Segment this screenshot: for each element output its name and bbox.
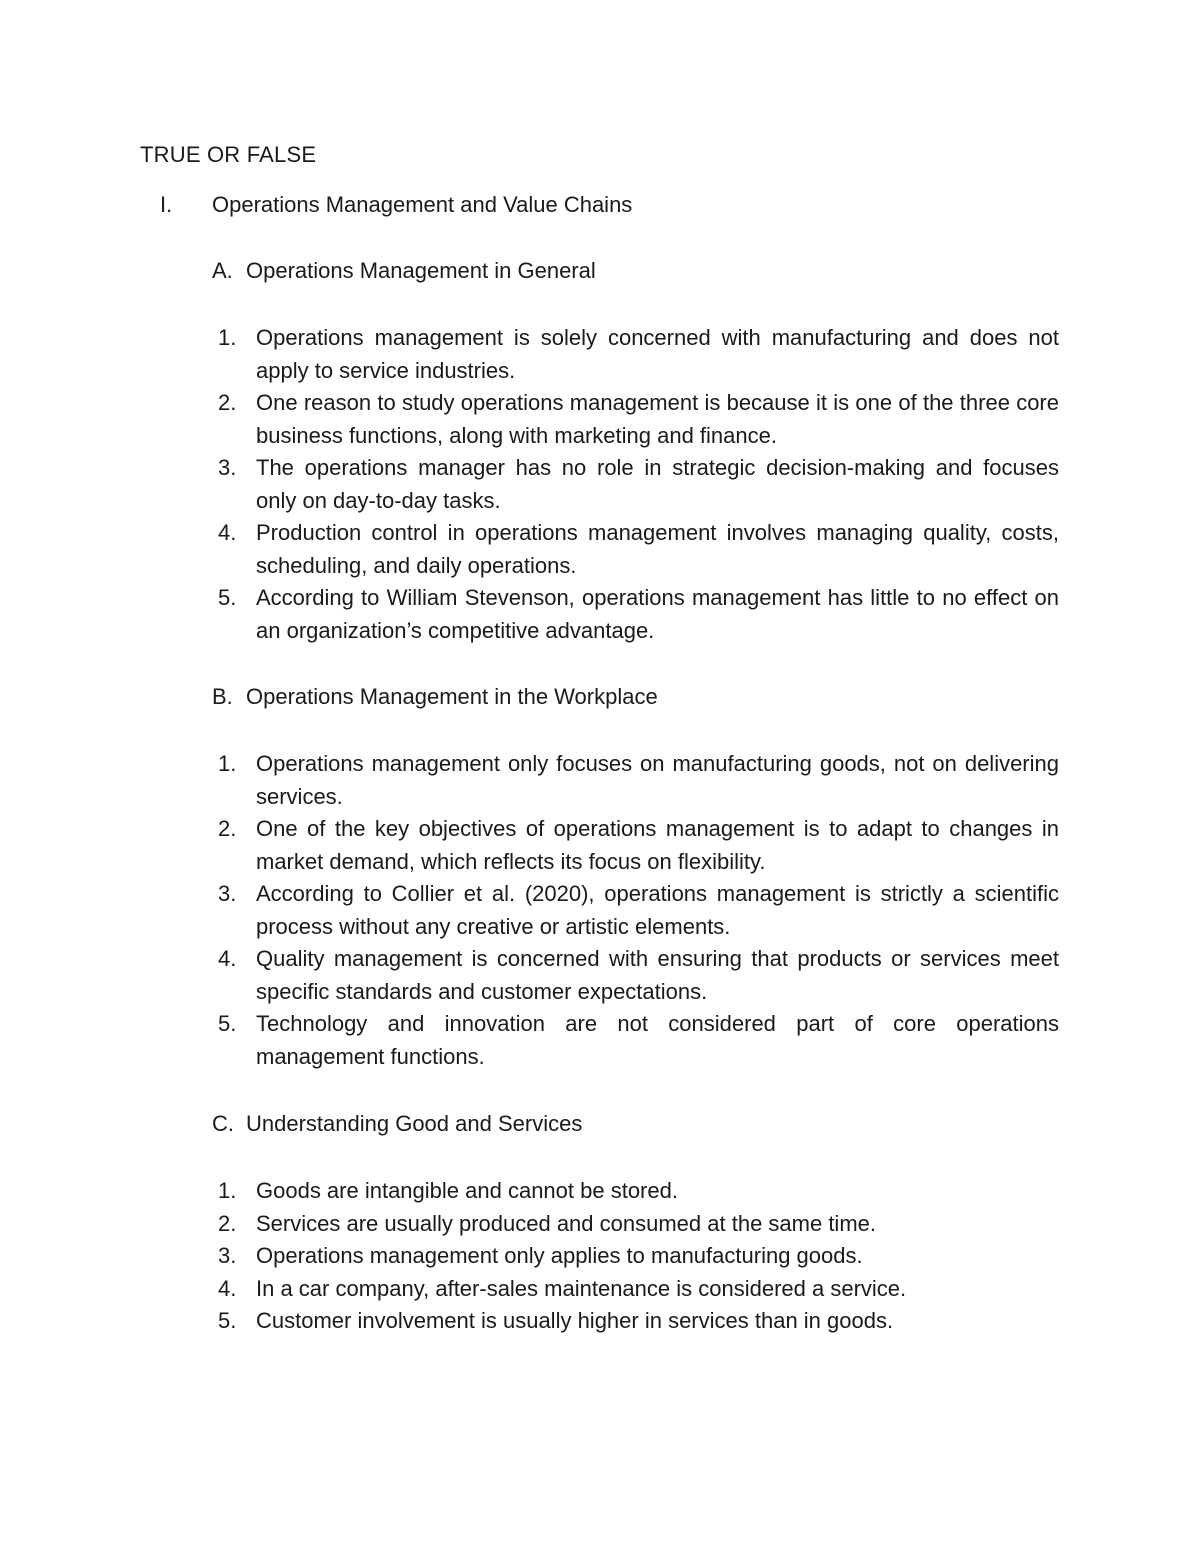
question-text: Services are usually produced and consumed at the same time. xyxy=(256,1210,876,1236)
question-text: In a car company, after-sales maintenance is considered a service. xyxy=(256,1275,907,1301)
section-title: Operations Management and Value Chains xyxy=(212,192,633,217)
question-text: The operations manager has no role in strategic decision-making and focuses only on day-to-day tasks. xyxy=(256,455,1059,513)
question-item xyxy=(212,387,1059,452)
subsection-title: Operations Management in the Workplace xyxy=(246,684,658,709)
question-item xyxy=(212,582,1059,647)
question-item xyxy=(212,322,1059,387)
question-text: According to Collier et al. (2020), operations management is strictly a scientific process without any creative or artistic elements. xyxy=(256,881,1059,939)
question-number: 2. xyxy=(218,1210,237,1236)
question-text: Production control in operations management involves managing quality, costs, scheduling, and daily operations. xyxy=(256,520,1059,578)
question-item xyxy=(212,1008,1059,1073)
question-number: 2. xyxy=(218,816,237,841)
question-item xyxy=(212,1240,1059,1273)
question-text: Operations management only applies to manufacturing goods. xyxy=(256,1243,863,1268)
question-item xyxy=(212,943,1059,1008)
subsection-c xyxy=(212,1110,1072,1338)
question-number: 5. xyxy=(218,1308,237,1333)
question-item xyxy=(212,452,1059,517)
question-number: 1. xyxy=(218,1178,237,1203)
question-number: 3. xyxy=(218,455,237,480)
question-text: Goods are intangible and cannot be stored. xyxy=(256,1178,678,1203)
subsection-a xyxy=(212,257,1072,647)
question-item xyxy=(212,1175,1059,1208)
question-number: 3. xyxy=(218,881,237,906)
question-item xyxy=(212,1208,1059,1241)
question-list xyxy=(212,1175,1072,1338)
question-number: 5. xyxy=(218,585,237,610)
subsection-letter: C. xyxy=(212,1111,234,1136)
question-number: 2. xyxy=(218,390,237,415)
question-text: According to William Stevenson, operations management has little to no effect on an organization’s competitive advantage. xyxy=(256,585,1059,643)
question-text: Technology and innovation are not considered part of core operations management functions. xyxy=(256,1011,1059,1069)
question-number: 3. xyxy=(218,1243,237,1268)
question-item xyxy=(212,813,1059,878)
question-item xyxy=(212,878,1059,943)
section-numeral: I. xyxy=(160,192,173,217)
question-text: Customer involvement is usually higher in services than in goods. xyxy=(256,1308,894,1333)
question-list xyxy=(212,322,1072,647)
question-item xyxy=(212,1273,1059,1306)
subsection-b xyxy=(212,683,1072,1073)
subsection-heading xyxy=(212,1110,1072,1138)
question-number: 4. xyxy=(218,1275,237,1301)
subsection-title: Understanding Good and Services xyxy=(246,1111,583,1136)
question-item xyxy=(212,1305,1059,1338)
question-item xyxy=(212,748,1059,813)
subsection-letter: A. xyxy=(212,258,233,283)
subsection-heading xyxy=(212,257,1072,285)
question-number: 4. xyxy=(218,520,237,545)
subsection-title: Operations Management in General xyxy=(246,258,596,283)
document-title: TRUE OR FALSE xyxy=(140,142,317,167)
question-text: Quality management is concerned with ensuring that products or services meet specific standards and customer expectations. xyxy=(256,946,1059,1004)
question-text: One of the key objectives of operations management is to adapt to changes in market demand, which reflects its focus on flexibility. xyxy=(256,816,1059,874)
question-number: 1. xyxy=(218,325,237,350)
subsection-letter: B. xyxy=(212,684,233,709)
subsection-heading xyxy=(212,683,1072,711)
question-text: Operations management is solely concerned with manufacturing and does not apply to service industries. xyxy=(256,325,1059,383)
question-item xyxy=(212,517,1059,582)
question-number: 5. xyxy=(218,1011,237,1036)
question-text: Operations management only focuses on manufacturing goods, not on delivering services. xyxy=(256,751,1059,809)
question-text: One reason to study operations management is because it is one of the three core business functions, along with marketing and finance. xyxy=(256,390,1059,448)
question-list xyxy=(212,748,1072,1073)
question-number: 1. xyxy=(218,751,237,776)
question-number: 4. xyxy=(218,946,237,971)
